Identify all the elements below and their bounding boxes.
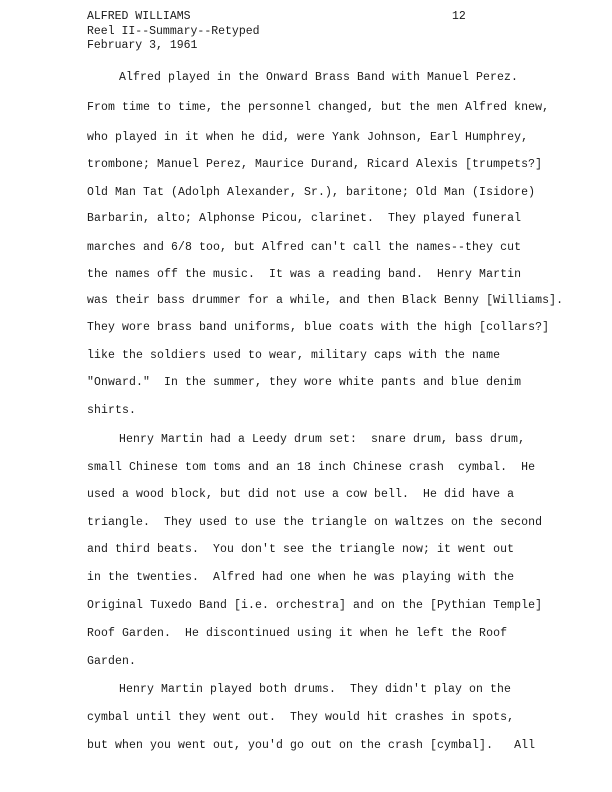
text-line: like the soldiers used to wear, military caps with the name xyxy=(87,349,501,362)
text-line: in the twenties. Alfred had one when he was playing with the xyxy=(87,571,515,584)
reel-info: Reel II--Summary--Retyped xyxy=(87,24,260,38)
text-line: small Chinese tom toms and an 18 inch Chinese crash cymbal. He xyxy=(87,461,536,474)
text-line: triangle. They used to use the triangle on waltzes on the second xyxy=(87,516,543,529)
text-line: Henry Martin played both drums. They didn't play on the xyxy=(119,683,512,696)
text-line: From time to time, the personnel changed, but the men Alfred knew, xyxy=(87,101,550,114)
text-line: the names off the music. It was a reading band. Henry Martin xyxy=(87,268,522,281)
text-line: Henry Martin had a Leedy drum set: snare drum, bass drum, xyxy=(119,433,526,446)
interview-date: February 3, 1961 xyxy=(87,39,198,52)
text-line: They wore brass band uniforms, blue coats with the high [collars?] xyxy=(87,321,550,334)
text-line: used a wood block, but did not use a cow bell. He did have a xyxy=(87,488,515,501)
text-line: was their bass drummer for a while, and then Black Benny [Williams]. xyxy=(87,294,564,307)
interviewee-name: ALFRED WILLIAMS xyxy=(87,10,191,23)
text-line: and third beats. You don't see the triangle now; it went out xyxy=(87,543,515,556)
text-line: cymbal until they went out. They would hit crashes in spots, xyxy=(87,711,515,724)
text-line: Old Man Tat (Adolph Alexander, Sr.), baritone; Old Man (Isidore) xyxy=(87,186,536,199)
text-line: "Onward." In the summer, they wore white pants and blue denim xyxy=(87,376,522,389)
text-line: marches and 6/8 too, but Alfred can't call the names--they cut xyxy=(87,241,522,254)
text-line: Garden. xyxy=(87,655,137,668)
page-number: 12 xyxy=(452,10,466,23)
text-line: Alfred played in the Onward Brass Band with Manuel Perez. xyxy=(119,71,519,84)
text-line: but when you went out, you'd go out on the crash [cymbal]. All xyxy=(87,739,536,752)
text-line: Original Tuxedo Band [i.e. orchestra] and on the [Pythian Temple] xyxy=(87,599,543,612)
text-line: shirts. xyxy=(87,404,137,417)
text-line: Barbarin, alto; Alphonse Picou, clarinet. They played funeral xyxy=(87,212,522,225)
text-line: Roof Garden. He discontinued using it when he left the Roof xyxy=(87,627,508,640)
text-line: who played in it when he did, were Yank Johnson, Earl Humphrey, xyxy=(87,131,529,144)
text-line: trombone; Manuel Perez, Maurice Durand, Ricard Alexis [trumpets?] xyxy=(87,158,543,171)
